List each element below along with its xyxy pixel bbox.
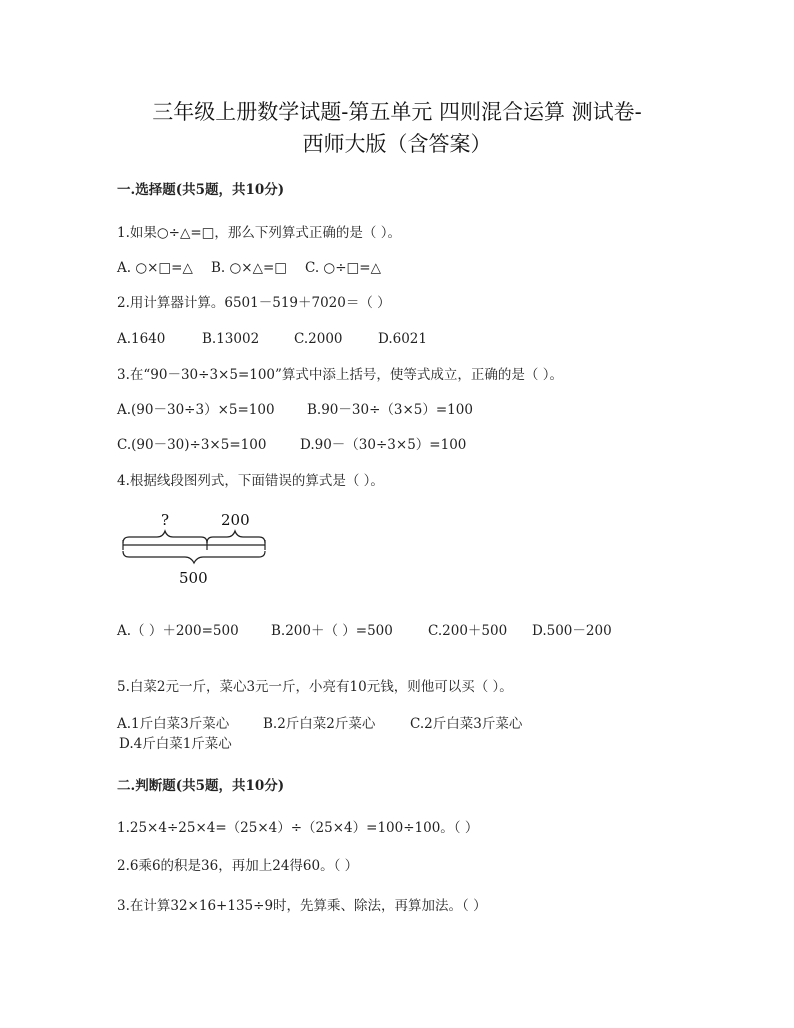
question-3-option-d: D.90－（30÷3×5）=100 [300,437,467,453]
question-3-stem: 3.在“90－30÷3×5=100”算式中添上括号，使等式成立，正确的是（ ）。 [117,367,563,383]
question-4-stem: 4.根据线段图列式，下面错误的算式是（ ）。 [117,473,384,489]
known-part-brace [207,531,265,543]
section-heading-judgment: 二.判断题(共5题，共10分) [117,778,285,794]
question-4-option-a: A.（ ）＋200=500 [117,623,239,639]
question-5-option-d: D.4斤白菜1斤菜心 [119,736,232,752]
question-5-option-a: A.1斤白菜3斤菜心 [117,716,230,732]
part-label: 200 [221,511,250,529]
question-2-option-d: D.6021 [378,331,427,347]
page-title-line2: 西师大版（含答案） [302,132,492,156]
question-1-option-b: B. ○×△=□ [211,260,288,276]
page-title-line1: 三年级上册数学试题-第五单元 四则混合运算 测试卷- [152,100,642,124]
question-2-stem: 2.用计算器计算。6501－519＋7020＝（ ） [117,295,391,311]
question-2-option-b: B.13002 [202,331,260,347]
question-5-option-c: C.2斤白菜3斤菜心 [410,716,523,732]
question-1-option-c: C. ○÷□=△ [305,260,381,276]
question-5-stem: 5.白菜2元一斤，菜心3元一斤，小亮有10元钱，则他可以买（ ）。 [117,679,513,695]
judgment-2: 2.6乘6的积是36，再加上24得60。（ ） [117,858,359,874]
total-label: 500 [179,569,208,587]
line-segment-diagram [117,505,277,587]
question-1-stem: 1.如果○÷△=□，那么下列算式正确的是（ ）。 [117,225,401,241]
total-brace [123,551,265,563]
question-3-option-b: B.90－30÷（3×5）=100 [307,402,473,418]
question-4-option-d: D.500－200 [532,623,612,639]
unknown-part-brace [123,531,207,543]
unknown-label: ? [161,511,170,529]
question-2-option-a: A.1640 [117,331,166,347]
section-heading-choice: 一.选择题(共5题，共10分) [117,182,285,198]
question-5-option-b: B.2斤白菜2斤菜心 [263,716,376,732]
question-1-option-a: A. ○×□=△ [117,260,193,276]
question-3-option-a: A.(90－30÷3）×5=100 [117,402,275,418]
judgment-3: 3.在计算32×16+135÷9时，先算乘、除法，再算加法。（ ） [117,898,487,914]
question-3-option-c: C.(90－30)÷3×5=100 [117,437,267,453]
question-2-option-c: C.2000 [294,331,343,347]
question-4-option-c: C.200＋500 [428,623,508,639]
question-4-option-b: B.200＋（ ）=500 [271,623,393,639]
judgment-1: 1.25×4÷25×4=（25×4）÷（25×4）=100÷100。（ ） [117,820,479,836]
